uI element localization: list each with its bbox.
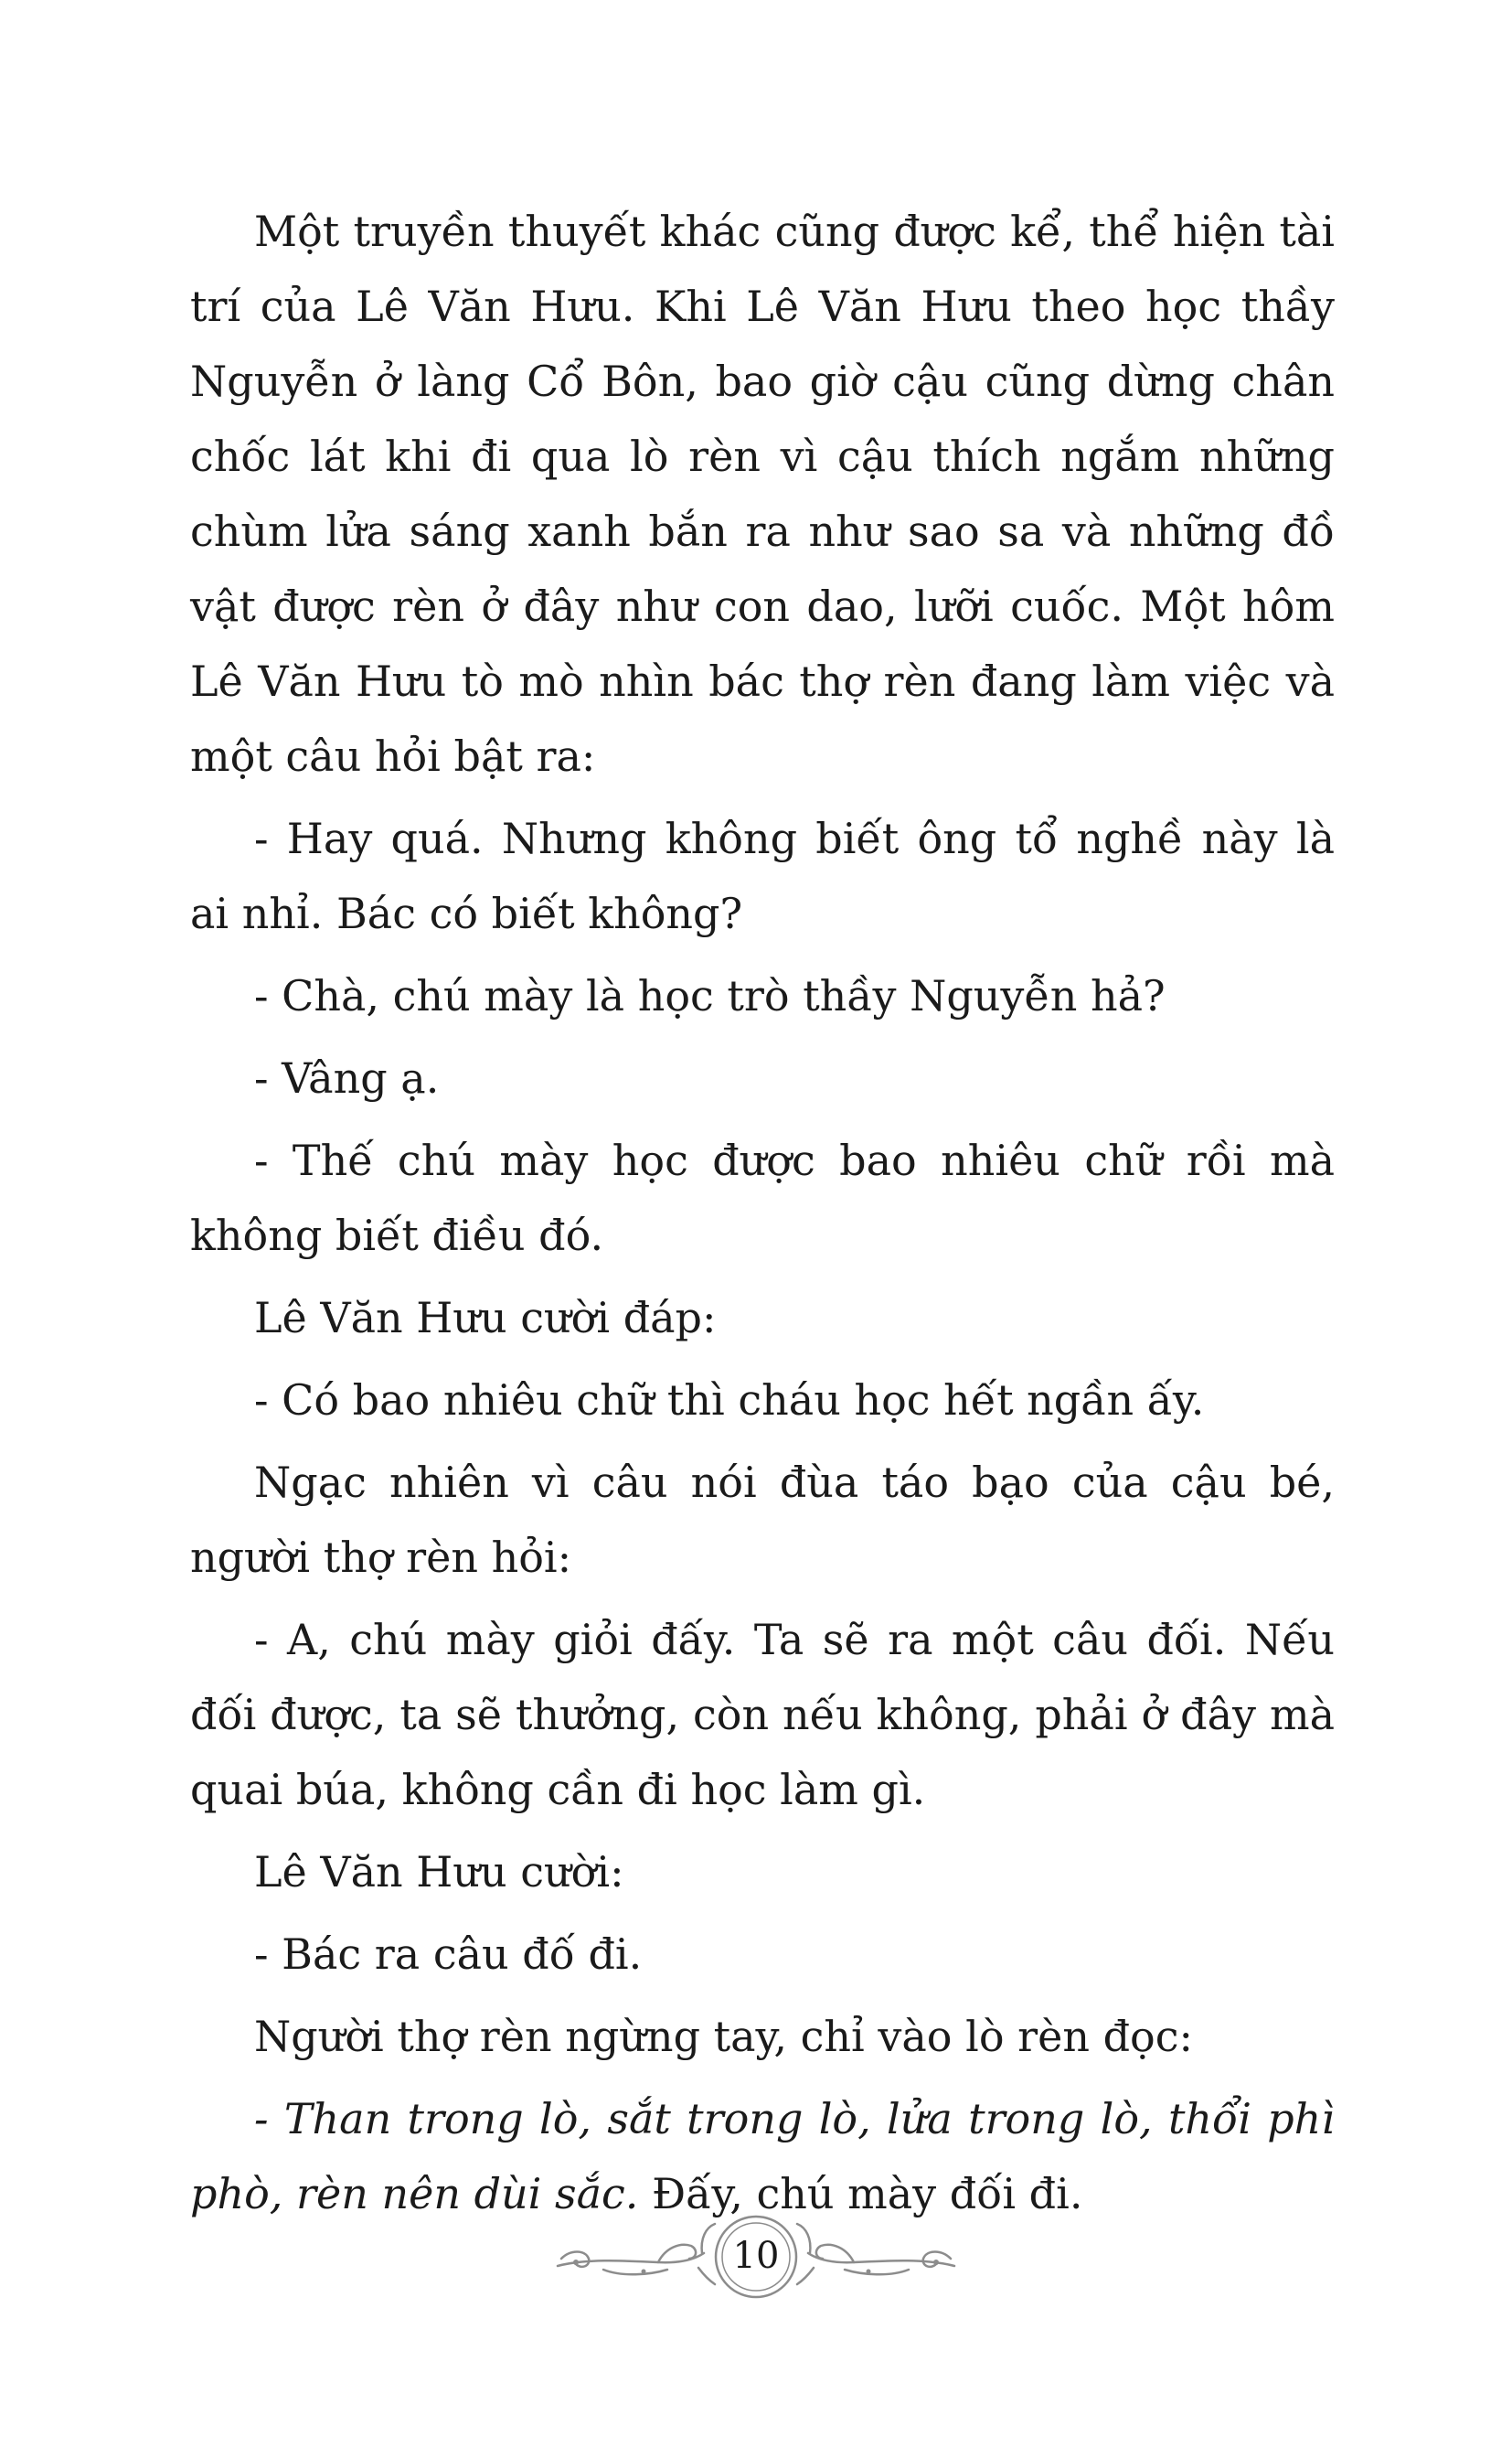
paragraph-dialogue-1: - Hay quá. Nhưng không biết ông tổ nghề này là ai nhỉ. Bác có biết không?: [190, 814, 1335, 938]
paragraph-dialogue-4: - Thế chú mày học được bao nhiêu chữ rồi mà không biết điều đó.: [190, 1136, 1335, 1260]
paragraph-dialogue-5: - Có bao nhiêu chữ thì cháu học hết ngần ấy.: [254, 1375, 1205, 1425]
body-text: [190, 194, 1335, 2231]
paragraph-dialogue-7: - Bác ra câu đố đi.: [254, 1929, 643, 1979]
couplet-followup-text: Đấy, chú mày đối đi.: [638, 2169, 1083, 2218]
paragraph-narration-3: Lê Văn Hưu cười:: [254, 1847, 624, 1897]
paragraph-dialogue-2: - Chà, chú mày là học trò thầy Nguyễn hả?: [254, 971, 1166, 1020]
page-footer: [548, 2206, 964, 2306]
paragraph-dialogue-6: - A, chú mày giỏi đấy. Ta sẽ ra một câu đối. Nếu đối được, ta sẽ thưởng, còn nếu không, phải ở đây mà quai búa, không cần đi học làm gì.: [190, 1615, 1335, 1814]
paragraph-narration-4: Người thợ rèn ngừng tay, chỉ vào lò rèn đọc:: [254, 2012, 1194, 2061]
paragraph-dialogue-3: - Vâng ạ.: [254, 1053, 440, 1103]
paragraph-narration-1: Lê Văn Hưu cười đáp:: [254, 1293, 717, 1342]
paragraph-narration-2: Ngạc nhiên vì câu nói đùa táo bạo của cậu bé, người thợ rèn hỏi:: [190, 1458, 1335, 1582]
couplet-italic-text: - Than trong lò, sắt trong lò, lửa trong lò, thổi phì phò, rèn nên dùi sắc.: [190, 2094, 1335, 2218]
page-number: 10: [732, 2235, 780, 2277]
paragraph-intro: Một truyền thuyết khác cũng được kể, thể hiện tài trí của Lê Văn Hưu. Khi Lê Văn Hưu theo học thầy Nguyễn ở làng Cổ Bôn, bao giờ cậu cũng dừng chân chốc lát khi đi qua lò rèn vì cậu thích ngắm những chùm lửa sáng xanh bắn ra như sao sa và những đồ vật được rèn ở đây như con dao, lưỡi cuốc. Một hôm Lê Văn Hưu tò mò nhìn bác thợ rèn đang làm việc và một câu hỏi bật ra:: [190, 207, 1335, 781]
